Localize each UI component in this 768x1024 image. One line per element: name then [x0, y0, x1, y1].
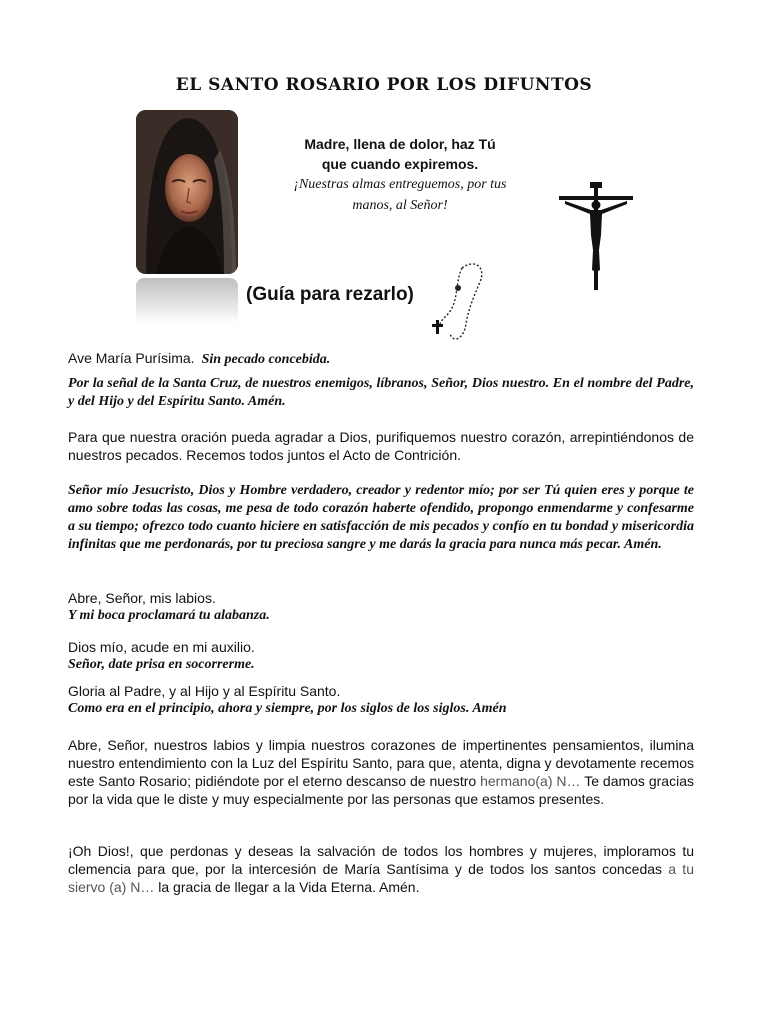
guide-heading: (Guía para rezarlo) — [246, 284, 414, 305]
deceased-name-placeholder: hermano(a) N… — [480, 773, 581, 789]
marian-quote — [270, 134, 530, 216]
page-title: EL SANTO ROSARIO POR LOS DIFUNTOS — [175, 75, 593, 95]
rosary-icon — [428, 258, 488, 348]
opening-versicle-1 — [68, 589, 694, 625]
versicle-response: Y mi boca proclamará tu alabanza. — [68, 608, 270, 623]
quote-line-2: que cuando expiremos. — [321, 156, 479, 172]
gloria-response: Como era en el principio, ahora y siempre, por los siglos de los siglos. Amén — [68, 701, 507, 716]
virgin-portrait — [136, 110, 238, 274]
act-of-contrition-paragraph: Señor mío Jesucristo, Dios y Hombre verdadero, creador y redentor mío; por ser Tú quien eres y porque te amo sobre todas las cosas, me pesa de todo corazón haberte ofendido, propongo enmendarme y confesarme a su tiempo; ofrezco todo cuanto hiciere en satisfacción de mis pecados y confío en tu bondad y misericordia infinitas que me perdonarás, por tu preciosa sangre y me darás la gracia para nunca más pecar. Amén. — [68, 483, 694, 552]
greeting-call: Ave María Purísima. — [68, 350, 195, 366]
quote-line-4: manos, al Señor! — [352, 198, 448, 213]
versicle-call: Abre, Señor, mis labios. — [68, 590, 216, 606]
versicle-response: Señor, date prisa en socorrerme. — [68, 657, 255, 672]
quote-line-3: ¡Nuestras almas entreguemos, por tus — [293, 177, 507, 192]
gloria-call: Gloria al Padre, y al Hijo y al Espíritu Santo. — [68, 683, 341, 699]
closing-prayer-text-end: la gracia de llegar a la Vida Eterna. Amén. — [154, 879, 420, 895]
closing-prayer-text: ¡Oh Dios!, que perdonas y deseas la salvación de todos los hombres y mujeres, imploramos tu clemencia para que, por la intercesión de María Santísima y de todos los santos concedas — [68, 843, 694, 877]
greeting-response: Sin pecado concebida. — [201, 352, 331, 367]
opening-versicle-2 — [68, 638, 694, 674]
servant-name-placeholder: a tu siervo (a) N… — [68, 861, 694, 895]
opening-prayer-paragraph — [68, 736, 694, 808]
opening-prayer-text-end: Te damos gracias por la vida que le diste y muy especialmente por las personas que estamos presentes. — [68, 773, 694, 807]
contrition-intro-paragraph: Para que nuestra oración pueda agradar a Dios, purifiquemos nuestro corazón, arrepintiéndonos de nuestros pecados. Recemos todos juntos el Acto de Contrición. — [68, 429, 694, 463]
greeting-paragraph — [68, 349, 694, 369]
quote-line-1: Madre, llena de dolor, haz Tú — [304, 136, 496, 152]
versicle-call: Dios mío, acude en mi auxilio. — [68, 639, 255, 655]
portrait-reflection — [136, 278, 238, 324]
sign-of-cross-paragraph: Por la señal de la Santa Cruz, de nuestros enemigos, líbranos, Señor, Dios nuestro. En el nombre del Padre, y del Hijo y del Espíritu Santo. Amén. — [68, 376, 694, 409]
gloria-paragraph — [68, 682, 694, 718]
crucifix-icon — [555, 180, 637, 292]
opening-prayer-text: Abre, Señor, nuestros labios y limpia nuestros corazones de impertinentes pensamientos, ilumina nuestro entendimiento con la Luz del Espíritu Santo, para que, atenta, digna y devotamente recemos este Santo Rosario; pidiéndote por el eterno descanso de nuestro — [68, 737, 694, 789]
closing-prayer-paragraph — [68, 842, 694, 896]
